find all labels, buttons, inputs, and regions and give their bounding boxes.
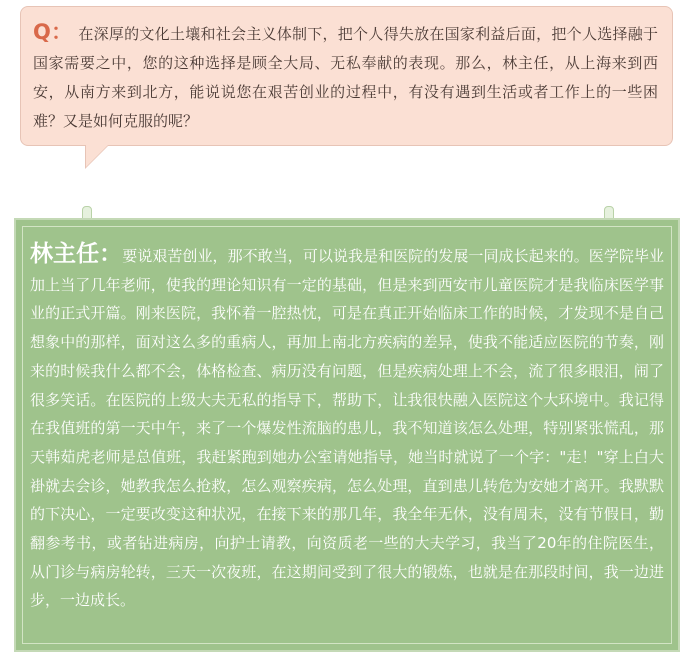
question-bubble bbox=[20, 6, 673, 146]
question-text: 在深厚的文化土壤和社会主义体制下，把个人得失放在国家利益后面，把个人选择融于国家需要之中，您的这种选择是顾全大局、无私奉献的表现。那么，林主任，从上海来到西安，从南方来到北方，能说说您在艰苦创业的过程中，有没有遇到生活或者工作上的一些困难？又是如何克服的呢？ bbox=[33, 25, 658, 130]
answer-panel bbox=[14, 218, 680, 652]
question-paragraph bbox=[33, 18, 658, 136]
answer-label: 林主任： bbox=[30, 241, 123, 267]
question-bubble-tail bbox=[86, 145, 108, 167]
answer-text: 要说艰苦创业，那不敢当，可以说我是和医院的发展一同成长起来的。医学院毕业加上当了几年老师，使我的理论知识有一定的基础，但是来到西安市儿童医院才是我临床医学事业的正式开篇。刚来医院，我怀着一腔热忱，可是在真正开始临床工作的时候，才发现不是自己想象中的那样，面对这么多的重病人，再加上南北方疾病的差异，使我不能适应医院的节奏，刚来的时候我什么都不会，体格检查、病历没有问题，但是疾病处理上不会，流了很多眼泪，闹了很多笑话。在医院的上级大夫无私的指导下，帮助下，让我很快融入医院这个大环境中。我记得在我值班的第一天中午，来了一个爆发性流脑的患儿，我不知道该怎么处理，特别紧张慌乱，那天韩茹虎老师是总值班，我赶紧跑到她办公室请她指导，她当时就说了一个字："走！"穿上白大褂就去会诊，她教我怎么抢救，怎么观察疾病，怎么处理，直到患儿转危为安她才离开。我默默的下决心，一定要改变这种状况，在接下来的那几年，我全年无休，没有周末，没有节假日，勤翻参考书，或者钻进病房，向护士请教，向资质老一些的大夫学习，我当了20年的住院医生，从门诊与病房轮转，三天一次夜班，在这期间受到了很大的锻炼，也就是在那段时间，我一边进步，一边成长。 bbox=[30, 247, 665, 610]
answer-paragraph bbox=[30, 240, 664, 615]
question-label: Q： bbox=[33, 20, 73, 44]
